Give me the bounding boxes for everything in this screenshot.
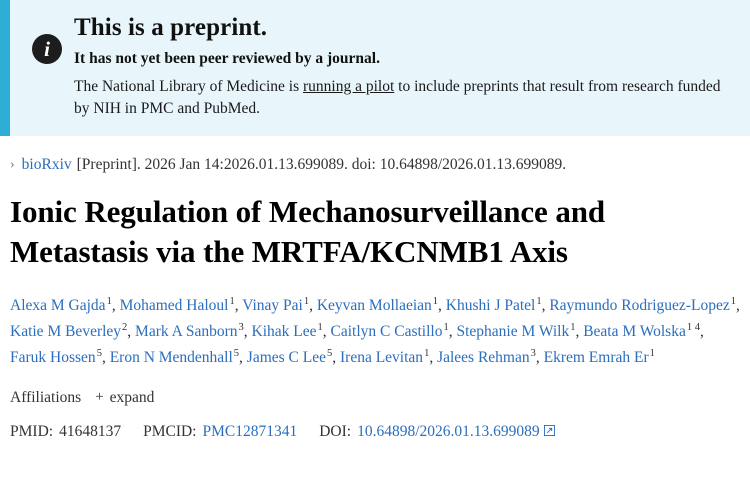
author-link[interactable]: Jalees Rehman [437,348,530,366]
pmid-group [10,423,121,441]
author-affiliation-superscript: 1 [649,347,655,359]
author-affiliation-superscript: 3 [238,322,244,334]
pmid-value: 41648137 [59,422,122,440]
author-affiliation-superscript: 5 [96,347,102,359]
doi-label: DOI: [319,422,352,440]
expand-label: expand [109,388,155,406]
author-affiliation-superscript: 1 4 [686,322,700,334]
journal-link[interactable]: bioRxiv [21,156,72,173]
affiliations-row [10,389,742,407]
author-separator: , [234,297,243,315]
external-link-icon [544,423,555,441]
author-link[interactable]: Alexa M Gajda [10,297,106,315]
author-link[interactable]: Eron N Mendenhall [109,348,233,366]
author-affiliation-superscript: 1 [106,296,112,308]
author-affiliation-superscript: 3 [530,347,536,359]
author-separator: , [127,323,136,341]
doi-link[interactable]: 10.64898/2026.01.13.699089 [357,422,540,440]
author-separator: , [448,323,457,341]
author-link[interactable]: Ekrem Emrah Er [543,348,649,366]
pmid-label: PMID: [10,422,54,440]
author-link[interactable]: Raymundo Rodriguez-Lopez [549,297,730,315]
banner-title: This is a preprint. [74,14,268,41]
author-affiliation-superscript: 1 [229,296,235,308]
authors-list [10,293,742,370]
author-separator: , [438,297,446,315]
author-affiliation-superscript: 1 [424,347,430,359]
author-affiliation-superscript: 1 [303,296,310,308]
author-link[interactable]: Vinay Pai [242,297,303,315]
identifiers-row [10,423,742,441]
author-link[interactable]: Stephanie M Wilk [456,323,570,341]
citation-line [8,136,742,174]
preprint-banner [0,0,750,136]
banner-text-after: to include preprints that result from research funded by NIH in PMC and PubMed. [74,78,721,117]
pmcid-link[interactable]: PMC12871341 [202,422,298,440]
author-link[interactable]: Caitlyn C Castillo [330,323,443,341]
author-separator: , [429,348,438,366]
author-link[interactable]: Keyvan Mollaeian [316,297,432,315]
author-link[interactable]: Irena Levitan [340,348,424,366]
author-separator: , [575,323,584,341]
banner-icon-wrap [24,14,70,120]
author-link[interactable]: Beata M Wolska [583,323,686,341]
author-link[interactable]: Katie M Beverley [10,323,122,341]
author-link[interactable]: Mark A Sanborn [135,323,238,341]
author-separator: , [735,297,740,315]
author-separator: , [332,348,340,366]
running-a-pilot-link[interactable]: running a pilot [302,78,395,95]
author-separator: , [699,323,704,341]
page-title: Ionic Regulation of Mechanosurveillance and Metastasis via the MRTFA/KCNMB1 Axis [10,194,606,269]
author-link[interactable]: Khushi J Patel [445,297,536,315]
chevron-right-icon: › [10,157,15,172]
banner-subtitle: It has not yet been peer reviewed by a journal. [74,50,380,67]
expand-affiliations-button[interactable] [95,389,154,407]
pmcid-group [143,423,297,441]
author-separator: , [111,297,120,315]
author-separator: , [541,297,550,315]
author-affiliation-superscript: 1 [317,322,323,334]
author-link[interactable]: Mohamed Haloul [119,297,229,315]
author-separator: , [535,348,544,366]
pmcid-label: PMCID: [143,422,197,440]
author-separator: , [243,323,252,341]
author-affiliation-superscript: 1 [432,296,439,308]
author-link[interactable]: Faruk Hossen [10,348,96,366]
plus-icon: + [95,389,104,405]
article-content [0,136,750,441]
author-affiliation-superscript: 1 [570,322,576,334]
affiliations-label: Affiliations [10,388,82,406]
banner-text-before: The National Library of Medicine is [74,78,303,95]
author-separator: , [101,348,110,366]
author-separator: , [322,323,331,341]
author-link[interactable]: Kihak Lee [251,323,317,341]
author-affiliation-superscript: 2 [122,322,128,334]
author-separator: , [309,297,317,315]
author-separator: , [239,348,247,366]
info-icon: i [32,34,62,64]
author-affiliation-superscript: 1 [536,296,542,308]
author-affiliation-superscript: 1 [443,322,449,334]
author-link[interactable]: James C Lee [246,348,326,366]
author-affiliation-superscript: 5 [327,347,333,359]
author-affiliation-superscript: 5 [233,347,240,359]
citation-details: [Preprint]. 2026 Jan 14:2026.01.13.699089. doi: 10.64898/2026.01.13.699089. [76,156,567,173]
doi-group [319,423,554,441]
banner-body [70,14,732,120]
banner-description [74,76,732,120]
author-affiliation-superscript: 1 [730,296,736,308]
